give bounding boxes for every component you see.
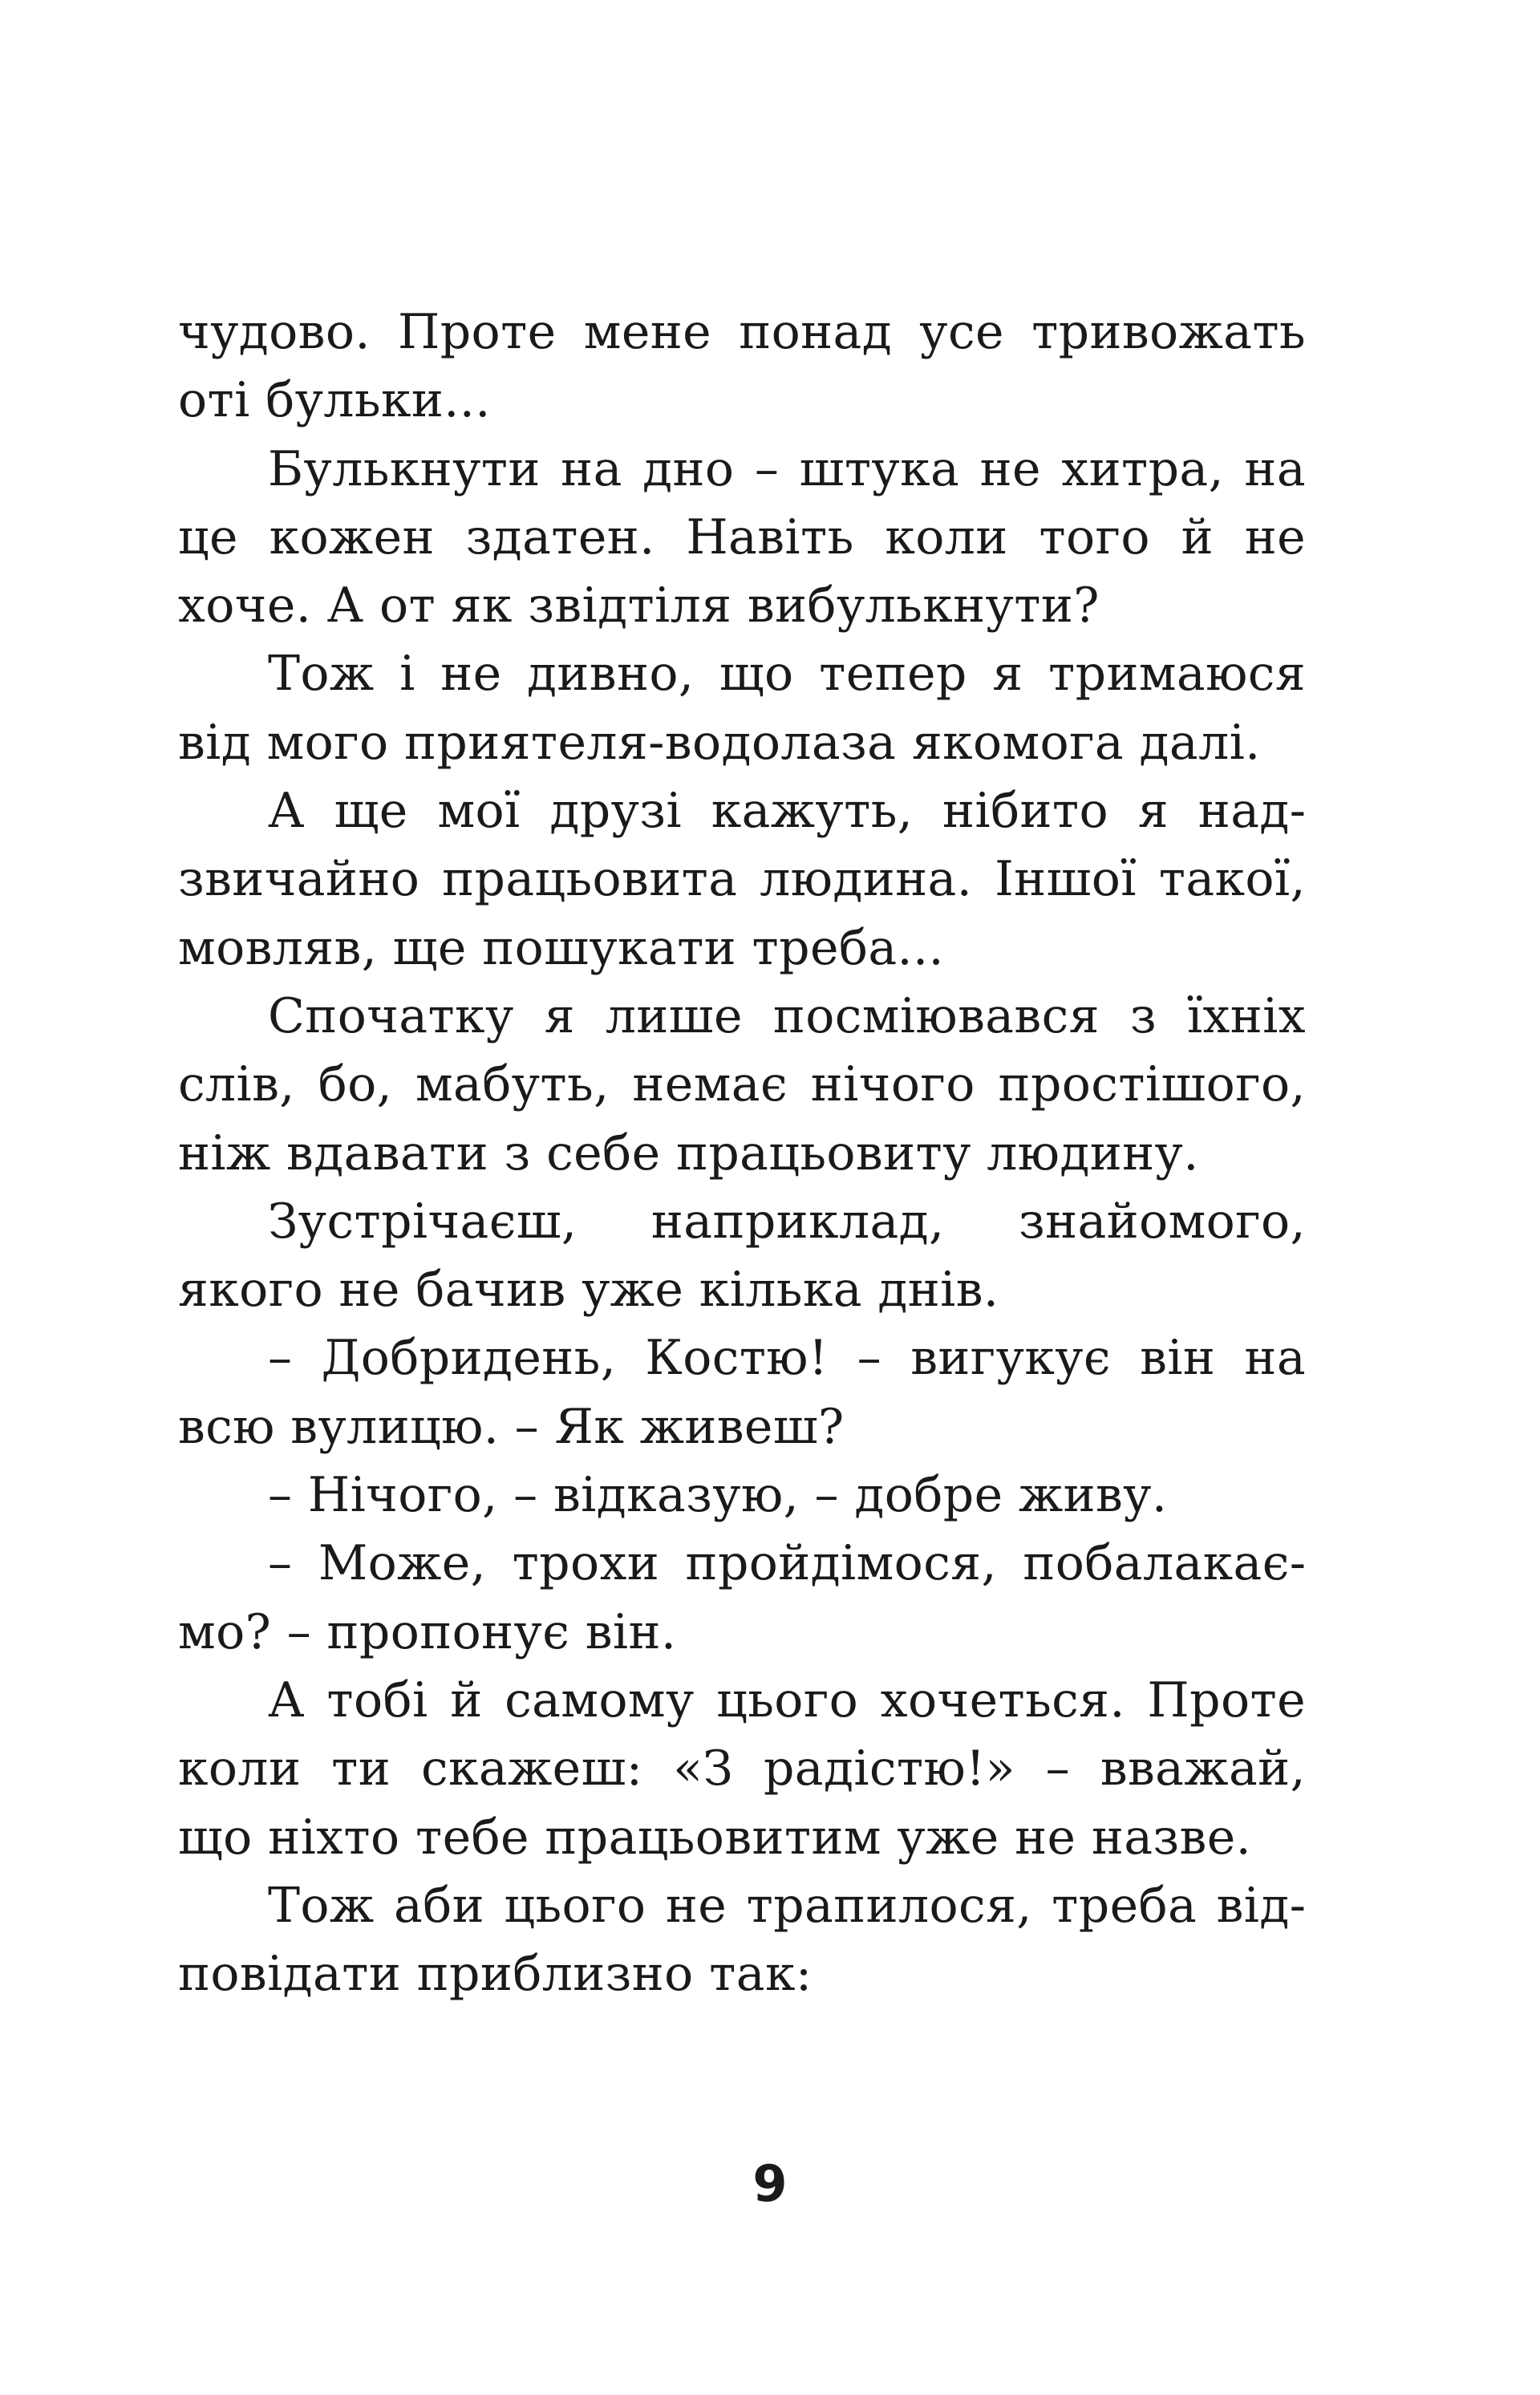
paragraph: А тобі й самому цього хочеться. Проте коли ти скажеш: «З радістю!» – вважай, що ніхто тебе працьовитим уже не назве. (178, 1672, 1306, 1866)
paragraph: Зустрічаєш, наприклад, знайомого, якого не бачив уже кілька днів. (178, 1193, 1306, 1319)
paragraph: Тож аби цього не трапилося, треба відповідати приблизно так: (178, 1877, 1306, 2003)
paragraph: Спочатку я лише посміювався з їхніх слів, бо, мабуть, немає нічого простішого, ніж вдавати з себе працьовиту людину. (178, 987, 1306, 1181)
dialogue-line: – Може, трохи пройдімося, побалакаємо? – пропонує він. (178, 1535, 1306, 1660)
paragraph: чудово. Проте мене понад усе тривожать оті бульки... (178, 304, 1306, 429)
paragraph: Тож і не дивно, що тепер я тримаюся від мого приятеля-водолаза якомога далі. (178, 646, 1306, 771)
body-text (178, 298, 1306, 2008)
page-number: 9 (752, 2154, 788, 2213)
dialogue-line: – Добридень, Костю! – вигукує він на всю вулицю. – Як живеш? (178, 1330, 1306, 1455)
paragraph: Булькнути на дно – штука не хитра, на це кожен здатен. Навіть коли того й не хоче. А от як звідтіля вибулькнути? (178, 440, 1306, 634)
paragraph: А ще мої друзі кажуть, нібито я надзвичайно працьовита людина. Іншої такої, мовляв, ще пошукати треба... (178, 783, 1306, 976)
dialogue-line: – Нічого, – відказую, – добре живу. (268, 1467, 1168, 1524)
